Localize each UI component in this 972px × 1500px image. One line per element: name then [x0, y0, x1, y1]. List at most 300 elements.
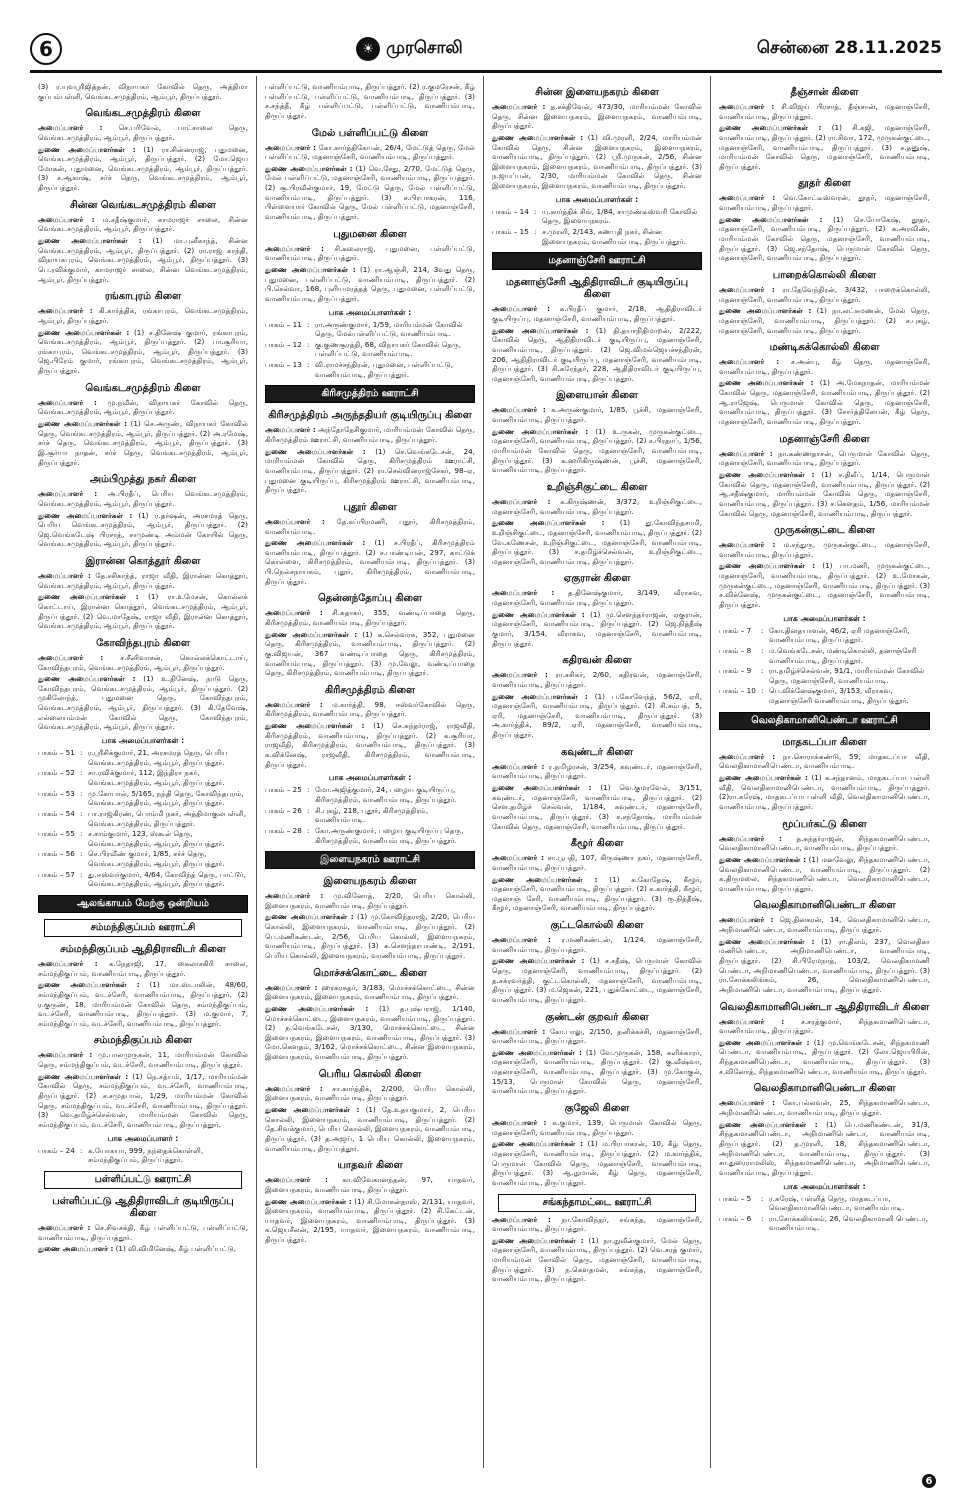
- role-label: அமைப்பாளர் :: [38, 397, 97, 407]
- colon-separator: :: [761, 625, 764, 635]
- paragraph: [38, 145, 248, 193]
- section-heading: மொச்சக்கொட்டை கிளை: [313, 967, 427, 979]
- paragraph: [38, 419, 248, 467]
- role-label: துணை அமைப்பாளர்கள் :: [492, 609, 585, 619]
- role-details: ஹரகரசுதர், 3/183, மொச்சக்கொட்டை, சின்ன இளையநகரம், இளையநகரம், வாணியம்பாடி, திருப்பத்தூர்.: [265, 982, 475, 1002]
- columns-area: [30, 76, 942, 1468]
- role-label: அமைப்பாளர் :: [492, 670, 548, 680]
- colon-separator: :: [761, 1213, 764, 1223]
- booth-number: பாகம் – 28: [265, 825, 302, 835]
- paragraph: [719, 306, 930, 335]
- paragraph: [719, 540, 930, 559]
- role-details: (1) ரா.சின்னராஜ், புதுமனை, வெங்கடசமுத்திரம், ஆம்பூர், திருப்பத்தூர். (2) மோ.ஜெய மோகன், புதுமனை, வெங்கடசமுத்திரம், ஆம்பூர், திருப்பத்தூர். (3) ச.ஆகாஷ், சர்ச் தெரு, வெங்கடசமுத்திரம், ஆம்பூர், திருப்பத்தூர்.: [38, 144, 248, 193]
- page-number-badge: 6: [30, 33, 62, 65]
- booth-row: [265, 320, 475, 339]
- colon-separator: :: [761, 645, 764, 655]
- role-details: கோ.பல்லவன், 25, சிந்தகமாணிபெண்டா, அநிமாணிபெண்டா, வாணியம்பாடி, திருப்பத்தூர்.: [719, 1098, 930, 1118]
- paragraph: [492, 935, 702, 954]
- role-label: அமைப்பாளர் :: [719, 102, 775, 111]
- booth-row: [719, 1194, 930, 1213]
- section-heading: பாறைக்கொல்லி கிளை: [772, 269, 877, 281]
- booth-details: ச.சாம்குமார், 123, ஸ்கூல் தெரு, வெங்கடசமுத்திரம், ஆம்பூர், திருப்பத்தூர்.: [88, 829, 225, 848]
- role-label: அமைப்பாளர் :: [265, 1175, 328, 1185]
- rising-sun-logo-icon: ☀: [356, 37, 380, 61]
- paragraph: [719, 102, 930, 121]
- role-details: மு.வினோத், 2/20, பெரிய கொல்லி, இளையநகரம், வாணியம்பாடி, திருப்பத்தூர்.: [265, 891, 475, 910]
- paragraph: [719, 834, 930, 853]
- booth-row: [719, 1214, 930, 1233]
- booth-row: [719, 666, 930, 685]
- role-label: துணை அமைப்பாளர்கள் :: [38, 674, 136, 684]
- paragraph: [719, 285, 930, 304]
- booth-number: பாகம் – 7: [719, 625, 752, 635]
- section-heading: குஜேலி கிளை: [564, 1103, 630, 1115]
- booth-details: கோ.தினதயாளன், 46/2, ஏரி மதனாஞ்சேரி, வாணியம்பாடி, திருப்பத்தூர்.: [769, 625, 910, 645]
- booth-number: பாகம் – 24: [38, 1145, 75, 1155]
- role-label: அமைப்பாளர் :: [719, 915, 774, 925]
- role-details: செ.பரிவேல், பாட்சாலை தெரு, வெங்கடசமுத்திரம், ஆம்பூர், திருப்பத்தூர்.: [38, 123, 248, 142]
- role-label: துணை அமைப்பாளர்கள் :: [265, 629, 358, 639]
- role-label: அமைப்பாளர் :: [38, 959, 98, 968]
- booth-details: சி.புகழ், 218, புதூர், கிரிசமுத்திரம், வாணியம்பாடி.: [315, 805, 429, 825]
- colon-separator: :: [534, 227, 537, 237]
- role-label: அமைப்பாளர் :: [492, 1026, 546, 1036]
- role-details: மு.நவீன், விநாயகர் கோவில் தெரு, வெங்கடசமுத்திரம், ஆம்பூர், திருப்பத்தூர்.: [38, 397, 248, 417]
- role-label: துணை அமைப்பாளர்கள் :: [492, 1047, 582, 1057]
- role-details: (1) தே.உதயகுமார், 2, பெரிய கொல்லி, இளையநகரம், வாணியம்பாடி, திருப்பத்தூர். (2) தே.சிவக்குமார், பெரிய கொல்லி, இளையநகரம், வாணியம்பாடி, திருப்பத்தூர். (3) த.அஜய், 1 பெரிய கொல்லி, இளையநகரம், வாணியம்பாடி, திருப்பத்தூர்.: [265, 1105, 475, 1153]
- section-heading: கிரிசமுத்திரம் கிளை: [324, 684, 416, 696]
- panchayat-banner: பள்ளிப்பட்டு ஊராட்சி: [44, 1171, 242, 1189]
- paragraph: பள்ளிப்பட்டு, வாணியம்பாடி, திருப்பத்தூர். (2) ர.குமரேசன், கீழ் பள்ளிப்பட்டு, பள்ளிப்பட்டு, வாணியம்பாடி, திருப்பத்தூர். (3) ச.சந்த்தீ, கீழ் பள்ளிப்பட்டு, பள்ளிப்பட்டு, வாணியம்பாடி, திருப்பத்தூர்.: [265, 82, 475, 120]
- role-label: அமைப்பாளர் :: [492, 304, 550, 314]
- role-details: ம.கார்த்தி, 98, ஈஸ்வர்கோவில் தெரு, கிரிசமுத்திரம், வாணியம்பாடி, திருப்பத்தூர்.: [265, 699, 475, 719]
- paragraph: [38, 653, 248, 672]
- paragraph: [492, 497, 702, 516]
- role-label: துணை அமைப்பாளர்கள் :: [719, 561, 816, 571]
- role-details: (1) து.கோவிந்தசாமி, உறிஞ்சிகுட்டை, மதனாஞ்சேரி, வாணியம்பாடி, திருப்பத்தூர். (2) வே.கணேசன், உறிஞ்சிகுட்டை, மதனாஞ்சேரி, வாணியம்பாடி, திருப்பத்தூர். (3) ச.தமிழ்ச்செல்வன், உறிஞ்சிகுட்டை, மதனாஞ்சேரி, வாணியம்பாடி, திருப்பத்தூர்.: [492, 518, 702, 566]
- booth-row: [265, 360, 475, 379]
- booth-row: [38, 809, 248, 828]
- role-label: அமைப்பாளர் :: [492, 853, 544, 863]
- role-details: ச.அன்பு, கீழ் தெரு, மதனாஞ்சேரி, வாணியம்பாடி, திருப்பத்தூர்.: [719, 357, 930, 376]
- role-label: துணை அமைப்பாளர்கள் :: [265, 163, 353, 173]
- paragraph: [492, 692, 702, 740]
- booth-number: பாகம் – 26: [265, 805, 302, 815]
- role-details: (1) நா.நுவீன்குமார், மேல் தெரு, மதனாஞ்சேரி, வாணியம்பாடி, திருப்பத்தூர். (2) வெ.சரத் குமார், மாரியம்மன் கோவில் தெரு, மதனாஞ்சேரி, வாணியம்பாடி, திருப்பத்தூர். (3) ந.கௌதமன், சங்கந்த, மதனாஞ்சேரி, வாணியம்பாடி, திருப்பத்தூர்.: [492, 1235, 702, 1284]
- role-label: துணை அமைப்பாளர்கள் :: [719, 306, 812, 316]
- booth-number: பாகம் – 8: [719, 645, 752, 655]
- colon-separator: :: [80, 869, 83, 879]
- role-details: ரா.தேவேந்திரன், 3/432, பாறைக்கொல்லி, மதனாஞ்சேரி, வாணியம்பாடி, திருப்பத்தூர்.: [719, 284, 930, 304]
- paragraph: [38, 306, 248, 325]
- role-label: அமைப்பாளர் :: [719, 540, 776, 550]
- role-label: அமைப்பாளர் :: [719, 1016, 785, 1026]
- role-label: அமைப்பாளர் :: [38, 1222, 91, 1232]
- section-heading: மாதகடப்பா கிளை: [782, 736, 867, 748]
- paragraph: [492, 102, 702, 131]
- subheading: பாக அமைப்பாளர்கள் :: [783, 1181, 866, 1191]
- role-details: கோ.கார்த்திகேயன், 26/4, மேட்டுத் தெரு, மேல் பள்ளிப்பட்டு, மதனாஞ்சேரி, வாணியம்பாடி, திருப்பத்தூர்.: [265, 142, 475, 162]
- colon-separator: :: [761, 666, 764, 676]
- paragraph: [265, 265, 475, 304]
- subheading: பாக அமைப்பாளர் :: [107, 1133, 179, 1143]
- role-details: கா.விவேகானந்தன், 97, யாதவர், இளையநகரம், வாணியம்பாடி, திருப்பத்தூர்.: [265, 1175, 475, 1194]
- booth-number: பாகம் – 10: [719, 686, 756, 696]
- role-details: (1) வே.முருகன், 158, களிக்காரர், மதனாஞ்சேரி, வாணியம்பாடி, திருப்பத்தூர். (2) கு.வீஷ்வா, மதனாஞ்சேரி, வாணியம்பாடி, திருப்பத்தூர். (3) மு.கோகுல், 15/13, பெருமாள் கோவில் தெரு, மதனாஞ்சேரி, வாணியம்பாடி, திருப்பத்தூர்.: [492, 1047, 702, 1096]
- section-heading: மண்டிசுக்கொல்லி கிளை: [769, 342, 880, 354]
- role-label: அமைப்பாளர் :: [719, 1098, 775, 1108]
- role-details: ஜெ.தினகரன், 14, வெலதிகாமானிபெண்டா, அநிமாணிபெண்டா, வாணியம்பாடி, திருப்பத்தூர்.: [719, 915, 930, 935]
- section-heading: கிரிசமுத்திரம் அருந்ததியர் குடியிருப்பு கிளை: [268, 410, 472, 422]
- section-bar: ஆலங்காயம் மேற்கு ஒன்றியம்: [38, 895, 248, 913]
- booth-row: [265, 785, 475, 804]
- role-label: அமைப்பாளர் :: [38, 571, 91, 581]
- paragraph: [265, 983, 475, 1002]
- role-details: கோ.பாலு, 2/150, தனிக்கச்சி, மதனாஞ்சேரி, வாணியம்பாடி, திருப்பத்தூர்.: [492, 1026, 702, 1046]
- role-label: அமைப்பாளர் :: [38, 306, 93, 316]
- section-bar: கிரிசமுத்திரம் ஊராட்சி: [265, 385, 475, 403]
- header-rule: [30, 70, 942, 73]
- role-details: (1) ச.பிரதீப், கிரிசமுத்திரம் வாணியம்பாடி, திருப்பத்தூர். (2) ச.பாண்டியன், 297, காட்டுக் கொள்ளை, கிரிசமுத்திரம், வாணியம்பாடி, திருப்பத்தூர். (3) பி.நெல்சநாயகம், புதூர், கிரிசமுத்திரம், வாணியம்பாடி, திருப்பத்தூர்.: [265, 538, 475, 586]
- role-label: துணை அமைப்பாளர்கள் :: [492, 1139, 583, 1149]
- booth-details: பெ.விக்னேஷ்குமார், 3/153, வீராசுவ, மதனாஞ்சேரி வாணியம்பாடி, திருப்பத்தூர்.: [769, 686, 909, 706]
- paragraph: [719, 1098, 930, 1117]
- role-label: துணை அமைப்பாளர்கள் :: [38, 592, 139, 602]
- booth-row: [719, 646, 930, 665]
- role-details: (1) நா.லட்சுமணன், மேல் தெரு, மதனாஞ்சேரி, வாணியம்பாடி, திருப்பத்தூர். (2) ச.புகழ், மதனாஞ்சேரி, வாணியம்பாடி, திருப்பத்தூர்.: [719, 306, 930, 335]
- role-label: அமைப்பாளர் :: [719, 751, 776, 761]
- section-heading: முருகன்குட்டை கிளை: [774, 525, 875, 537]
- paragraph: [265, 538, 475, 586]
- role-details: (1) உ.தினேஷ், நாடு தெரு, கோவிந்தபுரம், வெங்கடசமுத்திரம், ஆம்பூர், திருப்பத்தூர். (2) முகிலோந்த், புதுமனை தெரு, கோவிந்தபுரம், வெங்கடசமுத்திரம், ஆம்பூர், திருப்பத்தூர். (3) கி.தேவேஷ், எல்லையம்மன் கோவில் தெரு, கோவிந்தபுரம், வெங்கடசமுத்திரம், ஆம்பூர், திருப்பத்தூர்.: [38, 674, 248, 732]
- colon-separator: :: [761, 686, 764, 696]
- section-heading: இரான்ன கொத்தூர் கிளை: [85, 556, 201, 568]
- paragraph: [265, 447, 475, 495]
- paragraph: [492, 1048, 702, 1096]
- paragraph: [492, 762, 702, 781]
- paper-name: முரசொலி: [386, 38, 463, 58]
- booth-details: மோ.அஜித்குமார், 24, பழைய குடியிருப்பு, கிரிசமுத்திரம், வாணியம்பாடி, திருப்பத்தூர்.: [315, 785, 457, 804]
- section-heading: சின்ன இளையநகரம் கிளை: [535, 87, 659, 98]
- role-details: (1) தி.தயாநிதிமாறன், 2/222, கோவில் தெரு, ஆதிதிராவிடர் குடியிருப்பு, மதனாஞ்சேரி, வாணியம்பாடி, திருப்பத்தூர். (2) ஜெ.விமல்ஜெயச்சந்திரன், 206, ஆதிதிராவிடர் குடியிருப்பு, மதனாஞ்சேரி, வாணியம்பாடி, திருப்பத்தூர். (3) சி.சுரேந்தர், 228, ஆதிதிராவிடர் குடியிருப்பு, மதனாஞ்சேரி, வாணியம்பாடி, திருப்பத்தூர்.: [492, 325, 702, 383]
- role-details: செ.சிவசக்தி, கீழ் பள்ளிப்பட்டு, பள்ளிப்பட்டு, வாணியம்பாடி, திருப்பத்தூர்.: [38, 1222, 248, 1242]
- booth-number: பாகம் – 5: [719, 1193, 752, 1203]
- paragraph: [265, 630, 475, 678]
- booth-details: சா.ரவிக்குமார், 112, இந்திரா நகர், வெங்கடசமுத்திரம், ஆம்பூர், திருப்பத்தூர்.: [88, 768, 225, 787]
- role-label: துணை அமைப்பாளர்கள் :: [265, 446, 366, 456]
- role-details: சி.விஜய் பிரசாத், தீஞ்சான், மதனாஞ்சேரி, வாணியம்பாடி, திருப்பத்தூர்.: [719, 102, 930, 121]
- role-details: சி.கலைராஜ், புதுமனை, பள்ளிப்பட்டு, வாணியம்பாடி, திருப்பத்தூர்.: [265, 243, 475, 263]
- role-details: சா.கார்த்திக், 2/200, பெரிய கொல்லி, இளையநகரம், வாணியம்பாடி, திருப்பத்தூர்.: [265, 1083, 475, 1103]
- role-details: நா.சொராக்கண்டு, 59, மாதகடப்பா வீதி, வெலதிகாமானிபெண்டா, வாணியம்பாடி.: [719, 751, 930, 771]
- colon-separator: :: [80, 748, 83, 758]
- role-details: ர.மணிகண்டன், 1/124, மதனாஞ்சேரி, வாணியம்பாடி, திருப்பத்தூர்.: [492, 935, 702, 954]
- role-label: துணை அமைப்பாளர்கள் :: [265, 1003, 369, 1013]
- role-label: அமைப்பாளர் :: [492, 102, 546, 111]
- paragraph: [719, 915, 930, 934]
- role-details: க.குமார், 139, பெருமாள் கோவில் தெரு, மதனாஞ்சேரி, வாணியம்பாடி, திருப்பத்தூர்.: [492, 1118, 702, 1137]
- paragraph: [38, 489, 248, 508]
- role-details: ர.தமிழரசன், 3/254, கவுண்டர், மதனாஞ்சேரி, வாணியம்பாடி, திருப்பத்தூர்.: [492, 761, 702, 781]
- role-label: அமைப்பாளர் :: [265, 699, 323, 709]
- colon-separator: :: [307, 825, 310, 835]
- role-label: அமைப்பாளர் :: [492, 1118, 547, 1128]
- paragraph: [265, 143, 475, 162]
- role-label: துணை அமைப்பாளர்கள் :: [719, 1037, 810, 1047]
- role-label: அமைப்பாளர் :: [265, 243, 324, 253]
- paragraph: [719, 855, 930, 894]
- role-details: வெ.கோட்டீஸ்வரன், தூதர், மதனாஞ்சேரி, வாணியம்பாடி, திருப்பத்தூர்.: [719, 193, 930, 213]
- role-label: அமைப்பாளர் :: [265, 608, 323, 618]
- paragraph: [38, 980, 248, 1028]
- role-label: அமைப்பாளர் :: [265, 891, 324, 901]
- role-details: (1) பெ.மணிகண்டன், 31/3, சிந்தகமாணிபெண்டா, அநிமாணிபெண்டா, வாணியம்பாடி, திருப்பத்தூர். (2) த.முரளி, 18, சிந்தகமாணிபெண்டா, அநிமாணிபெண்டா, வாணியம்பாடி, திருப்பத்தூர். (3) சா.துரைராமலிஸ், சிந்தகமாணிபெண்டா, அநிமாணிபெண்டா, வாணியம்பாடி, திருப்பத்தூர்.: [719, 1119, 930, 1177]
- column-3: [484, 76, 711, 1468]
- dateline: சென்னை 28.11.2025: [756, 38, 942, 58]
- role-details: (1) ர.தர்ஷன், அரசமரத் தெரு, பெரிய வெங்கடசமுத்திரம், ஆம்பூர், திருப்பத்தூர். (2) ஜெ.வெங்கடேஷ் பிரசாத், சாமுண்டி அம்மன் கோயில் தெரு, வெங்கடசமுத்திரம், ஆம்பூர், திருப்பத்தூர்.: [38, 510, 248, 549]
- section-heading: வெலதிகாமானிபெண்டா கிளை: [753, 900, 896, 912]
- booth-details: பா.ராஜ்கிரண், பொம்மி நகர், அத்திமாகுலபள்ளி, வெங்கடசமுத்திரம், திருப்பத்தூர்.: [88, 808, 247, 828]
- column-4: [711, 76, 938, 1468]
- role-details: மு.பாலமுருகன், 11, மாரியம்மன் கோவில் தெரு, சம்மந்திகுப்பம், வடச்சேரி, வாணியம்பாடி, திருப்பத்தூர்.: [38, 1050, 248, 1070]
- role-label: அமைப்பாளர் :: [719, 448, 773, 458]
- role-label: துணை அமைப்பாளர்கள் :: [719, 469, 815, 479]
- colon-separator: :: [307, 785, 310, 795]
- section-heading: மேல் பள்ளிப்பட்டு கிளை: [311, 127, 429, 139]
- paragraph: [38, 1223, 248, 1242]
- role-label: துணை அமைப்பாளர்கள் :: [492, 518, 605, 528]
- role-label: துணை அமைப்பாளர்கள் :: [719, 1119, 818, 1129]
- booth-row: [492, 207, 702, 226]
- section-heading: தென்னந்தோப்பு கிளை: [318, 593, 422, 605]
- colon-separator: :: [80, 808, 83, 818]
- section-heading: பெரிய கொல்லி கிளை: [318, 1068, 422, 1080]
- role-label: துணை அமைப்பாளர்கள் :: [492, 132, 584, 142]
- booth-details: ரா.சோக்கலிங்கம், 26, வெலதிகாமானி பெண்டா, வாணியம்பாடி.: [769, 1213, 929, 1233]
- role-details: (1) ப.கோவேந்த், 56/2, ஏரி, மதனாஞ்சேரி, வாணியம்பாடி, திருப்பத்தூர். (2) சி.சம்பத், 5, ஏரி, மதனாஞ்சேரி, வாணியம்பாடி, திருப்பத்தூர். (3) அ.கார்த்திக், 89/2, ஏரி, மதனாஞ்சேரி, வாணியம்பாடி, திருப்பத்தூர்.: [492, 691, 702, 740]
- booth-details: செ.பிரவீண் குமார், 1/85, சர்ச் தெரு, வெங்கடசமுத்திரம், ஆம்பூர், திருப்பத்தூர்.: [88, 849, 225, 869]
- paragraph: [492, 1236, 702, 1284]
- role-details: (1) செ.யோகேஷ், தூதர், மதனாஞ்சேரி, வாணியம்பாடி, திருப்பத்தூர். (2) க.அரவிண், மாரியம்மன் கோவில் தெரு, மதனாஞ்சேரி, வாணியம்பாடி, திருப்பத்தூர். (3) ஜெ.சந்தோஷ், பெருமாள் கோவில் தெரு, மதனாஞ்சேரி, வாணியம்பாடி, திருப்பத்தூர்.: [719, 214, 930, 263]
- booth-number: பாகம் – 13: [265, 360, 302, 370]
- paragraph: [492, 1215, 702, 1234]
- role-details: (1) மு.வெங்கடேசன், சிந்தகமாணி பெண்டா, வாணியம்பாடி, திருப்பத்தூர். (2) லோ.ஜெயபிரின், சிந்தகமாணிபெண்டா, வாணியம்பாடி, திருப்பத்தூர். (3) ச.வினோத், சிந்தகமாணிபெண்டா, வாணியம்பாடி, திருப்பத்தூர்.: [719, 1037, 930, 1076]
- role-label: துணை அமைப்பாளர்கள் :: [719, 773, 808, 783]
- paragraph: [719, 752, 930, 771]
- booth-number: பாகம் – 51: [38, 748, 75, 758]
- section-heading: சம்மந்திகுப்பம் கிளை: [93, 1035, 193, 1047]
- role-details: அ.பிரதீப், பெரிய வெங்கடசமுத்திரம், வெங்கடசமுத்திரம், ஆம்பூர், திருப்பத்தூர்.: [38, 489, 248, 508]
- role-details: (1) செ.வெங்கடேசன், 24, மாரியம்மன் கோவில் தெரு, கிரிசமுத்திரம் ஊராட்சி, வாணியம்பாடி, திருப்பத்தூர். (2) ரா.செல்வினராஜ்சேகர், 98–ஏ, புதுமனை குடியிருப்பு, கிரிசமுத்திரம் ஊராட்சி, வாணியம்பாடி, திருப்பத்தூர்.: [265, 446, 475, 495]
- paragraph: [492, 670, 702, 689]
- section-heading: வெலதிகாமானிபெண்டா கிளை: [753, 1083, 896, 1095]
- colon-separator: :: [80, 768, 83, 778]
- booth-number: பாகம் – 14: [492, 206, 529, 216]
- role-details: நா.கண்ணதாசன், பெருமாள் கோவில் தெரு, மதனாஞ்சேரி, வாணியம்பாடி, திருப்பத்தூர்.: [719, 448, 930, 468]
- role-label: அமைப்பாளர் :: [719, 284, 775, 294]
- paragraph: [719, 937, 930, 995]
- paragraph: [265, 517, 475, 536]
- panchayat-banner: சம்மந்திகுப்பம் ஊராட்சி: [44, 919, 242, 937]
- booth-number: பாகம் – 6: [719, 1213, 752, 1223]
- booth-number: பாகம் – 9: [719, 666, 752, 676]
- role-details: (1) நெ.சத்யம், 1/17, மாரியம்மன் கோவில் தெரு, சம்மந்திகுப்பம், வடச்சேரி, வாணியம்பாடி, திருப்பத்தூர். (2) ச.சமுதபால், 1/29, மாரியம்மன் கோவில் தெரு, சம்மந்திகுப்பம், வடச்சேரி, வாணியம்பாடி, திருப்பத்தூர். (3) வெ.தமிழ்ச்செல்வன், மாரியம்மன் கோவில் தெரு, சம்மந்திகுப்பம், வடச்சேரி, வாணியம்பாடி, திருப்பத்தூர்.: [38, 1071, 248, 1129]
- role-details: (1) செ.சுந்தர்ராஜ், ராஜவீதி, கிரிசமுத்திரம், வாணியம்பாடி, திருப்பத்தூர். (2) க.சூரியா, ராஜவீதி, கிரிசமுத்திரம், வாணியம்பாடி, திருப்பத்தூர். (3) க.விக்னேஷ், ராஜவீதி, கிரிசமுத்திரம், வாணியம்பாடி, திருப்பத்தூர்.: [265, 721, 475, 769]
- paragraph: [492, 875, 702, 914]
- section-heading: கவுண்டர் கிளை: [560, 746, 634, 758]
- role-details: (1) மு.கோவிந்தராஜ், 2/20, பெரிய கொல்லி, இளையநகரம், வாணியம்பாடி, திருப்பத்தூர். (2) பெ.மணிகண்டன், 2/56, பெரிய கொல்லி, இளையநகரம், வாணியம்பாடி, திருப்பத்தூர். (3) க.சௌந்தரபாண்டி, 2/191, பெரிய கொல்லி, இளையநகரம், வாணியம்பாடி, திருப்பத்தூர்.: [265, 912, 475, 960]
- booth-row: [265, 806, 475, 825]
- role-label: அமைப்பாளர் :: [265, 425, 316, 435]
- role-details: த.தினேஷ்குமார், 3/149, வீராசுவ, மதனாஞ்சேரி, வாணியம்பாடி, திருப்பத்தூர்.: [492, 588, 702, 608]
- booth-number: பாகம் – 54: [38, 808, 75, 818]
- section-heading: வெலதிகாமானிபெண்டா ஆதிதிராவிடர் கிளை: [719, 1001, 930, 1013]
- section-heading: பள்ளிப்பட்டு ஆதிதிராவிடர் குடியிருப்பு கிளை: [52, 1195, 234, 1219]
- role-details: (1) உ.ருகன், முருகன்குட்டை, மதனாஞ்சேரி, வாணியம்பாடி, திருப்பத்தூர். (2) ச.பிரதாப், 1/56, மாரியம்மன் கோவில் தெரு, மதனாஞ்சேரி, வாணியம்பாடி, திருப்பத்தூர். (3) க.ஹரிகிருஷ்ணன், பூச்சி, மதனாஞ்சேரி, வாணியம்பாடி, திருப்பத்தூர்.: [492, 426, 703, 475]
- booth-number: பாகம் – 12: [265, 339, 302, 349]
- footer-page-number: 6: [922, 1474, 936, 1488]
- section-heading: ஏகுரான் கிளை: [563, 573, 631, 585]
- paragraph: [38, 592, 248, 631]
- paragraph: [492, 1027, 702, 1046]
- booth-details: ரா.அருண்குமார், 1/59, மாரியம்மன் கோவில் தெரு, மேல்பள்ளிப்பட்டு, வாணியம்பாடி.: [315, 319, 463, 339]
- section-bar: மதனாஞ்சேரி ஊராட்சி: [492, 252, 702, 270]
- role-details: ச.சரத்குமார், சிந்தகமாணிபெண்டா, வாணியம்பாடி, திருப்பத்தூர்.: [719, 1016, 930, 1036]
- role-label: துணை அமைப்பாளர்கள் :: [492, 426, 589, 436]
- section-heading: மூப்பர்கட்டு கிளை: [782, 818, 867, 830]
- role-label: துணை அமைப்பாளர்கள் :: [492, 874, 598, 884]
- section-heading: புதூர் கிளை: [343, 501, 397, 513]
- role-details: (1) க.சந்தானம், மாதகடப்பா பள்ளி வீதி, வெலதிகாமானிபெண்டா, வாணியம்பாடி, திருப்பத்தூர். (2)ரா.கரேஷ், மாதகடப்பா பள்ளி வீதி, வெலதிகாமானிபெண்டா, வாணியம்பாடி, திருப்பத்தூர்.: [719, 773, 930, 811]
- colon-separator: :: [80, 788, 83, 798]
- role-details: (1) ரா.உமேசன், கொல்லக் கொட்டாய், இரான்ன கொத்தூர், வெங்கடசமுத்திரம், ஆம்பூர், திருப்பத்தூர். (2) வெ.மாதேஷ், ராஜா வீதி, இரான்ன கொத்தூர், வெங்கடசமுத்திரம், ஆம்பூர், திருப்பத்தூர்.: [38, 592, 248, 631]
- paragraph: [719, 357, 930, 376]
- paragraph: [38, 959, 248, 978]
- role-details: (1) மு.சௌந்தர்ராஜன், ஏகுரான், மதனாஞ்சேரி, வாணியம்பாடி, திருப்பத்தூர். (2) ஜெ.நித்தீஷ் குமார், 3/154, வீராசுவ, மதனாஞ்சேரி, வாணியம்பாடி, திருப்பத்தூர்.: [492, 609, 702, 648]
- paragraph: [492, 427, 702, 475]
- booth-number: பாகம் – 11: [265, 319, 302, 329]
- colon-separator: :: [307, 805, 310, 815]
- role-details: நா.கோவிந்தர், சங்கந்த, மதனாஞ்சேரி, வாணியம்பாடி, திருப்பத்தூர்.: [492, 1214, 702, 1234]
- role-details: சா.பூபதி, 107, கிருஷ்ணா நகர், மதனாஞ்சேரி, வாணியம்பாடி, திருப்பத்தூர்.: [492, 853, 702, 872]
- role-label: துணை அமைப்பாளர்கள் :: [719, 936, 815, 946]
- colon-separator: :: [80, 829, 83, 839]
- booth-number: பாகம் – 53: [38, 788, 75, 798]
- booth-details: மு.கோபால், 5/165, நந்தி தெரு, கோவிந்தபுரம், வெங்கடசமுத்திரம், ஆம்பூர், திருப்பத்தூர்.: [88, 788, 244, 808]
- colon-separator: :: [761, 1193, 764, 1203]
- paragraph: [492, 304, 702, 323]
- role-label: துணை அமைப்பாளர்கள் :: [265, 1196, 352, 1206]
- colon-separator: :: [534, 206, 537, 216]
- role-label: அமைப்பாளர் :: [492, 761, 545, 771]
- panchayat-banner: சங்கந்தாமட்டை ஊராட்சி: [498, 1194, 696, 1212]
- paragraph: [265, 1004, 475, 1062]
- paragraph: [38, 123, 248, 142]
- paragraph: [38, 328, 248, 376]
- role-details: ம.சந்துரு, முருகன்குட்டை, மதனாஞ்சேரி, வாணியம்பாடி, திருப்பத்தூர்.: [719, 540, 930, 559]
- subheading: பாக அமைப்பாளர்கள் :: [328, 773, 412, 783]
- role-label: அமைப்பாளர் :: [719, 833, 782, 843]
- paragraph: [265, 1084, 475, 1103]
- role-label: அமைப்பாளர் :: [265, 982, 318, 992]
- section-heading: மதனாஞ்சேரி ஆதிதிராவிடர் குடியிருப்பு கிளை: [505, 277, 689, 301]
- paragraph: [38, 511, 248, 550]
- section-heading: மதனாஞ்சேரி கிளை: [779, 433, 870, 445]
- section-heading: குண்டன் குறவர் கிளை: [545, 1011, 649, 1023]
- booth-number: பாகம் – 52: [38, 768, 75, 778]
- role-details: (1) க.கோதேஷ், கீழூர், மதனாஞ்சேரி, வாணியம்பாடி, திருப்பத்தூர். (2) க.கார்த்தி, கீழூர், மதனாஞ் சேரி, வாணியம்பாடி, திருப்பத்தூர். (3) ரூ.நித்தீஷ், கீழூர், மதனாஞ்சேரி, வாணியம்பாடி, திருப்பத்தூர்.: [492, 874, 702, 913]
- role-label: அமைப்பாளர் :: [719, 193, 776, 203]
- role-details: க.பிரதீப் குமார், 2/18, ஆதிதிராவிடர் குடியிருப்பு, மதனாஞ்சேரி, வாணியம்பாடி, திருப்பத்தூர்.: [492, 304, 702, 323]
- subheading: பாக அமைப்பாளர்கள் :: [328, 307, 412, 317]
- role-details: (1) சி.மோகன்தாஸ், 2/131, யாதவர், இளையநகரம், வாணியம்பாடி, திருப்பத்தூர். (2) சி.கேட்டன், யாதவர், இளையநகரம், வாணியம்பாடி, திருப்பத்தூர். (3) க.ஜெயசீலன், 2/195, யாதவர், இளையநகரம், வாணியம்பாடி, திருப்பத்தூர்.: [265, 1196, 475, 1245]
- role-details: (1) ச.திலீப், 1/14, பெருமாள் கோவில் தெரு, மதனாஞ்சேரி, வாணியம்பாடி, திருப்பத்தூர். (2) ஆ.சதீஷ்குமார், மாரியம்மன் கோவில் தெரு, மதனாஞ்சேரி, வாணியம்பாடி, திருப்பத்தூர். (3) ச.கௌதம், 1/56, மாரியம்மன் கோவில் தெரு, மதனாஞ்சேரி, வாணியம்பாடி, திருப்பத்தூர்.: [719, 469, 930, 518]
- paragraph: [719, 470, 930, 518]
- role-label: துணை அமைப்பாளர்கள் :: [38, 144, 136, 154]
- booth-row: [38, 849, 248, 868]
- paragraph: [492, 1139, 702, 1187]
- booth-row: [38, 768, 248, 787]
- section-bar: வெலதிகாமானிபெண்டா ஊராட்சி: [719, 712, 930, 730]
- role-label: துணை அமைப்பாளர்கள் :: [265, 264, 356, 274]
- paragraph: [265, 164, 475, 222]
- booth-row: [38, 1146, 248, 1165]
- role-details: (1) ச.சதீஷ், பெருமாள் கோவில் தெரு, மதனாஞ்சேரி, வாணியம்பாடி, திருப்பத்தூர். (2) த.சக்ரவர்த்தி, குட்டகொல்லி, மதனாஞ்சேரி, வாணியம்பாடி, திருப்பத்தூர். (3) ம.ஜெகன், 221, புதுக்கோட்டை, மதனாஞ்சேரி, வாணியம்பாடி, திருப்பத்தூர்.: [492, 956, 702, 1004]
- role-label: துணை அமைப்பாளர்கள் :: [719, 123, 822, 133]
- role-label: துணை அமைப்பாளர்கள் :: [265, 721, 365, 731]
- paragraph: [492, 133, 702, 191]
- role-label: துணை அமைப்பாளர்கள் :: [265, 538, 366, 548]
- role-details: த.சுந்தர்ராஜன், சிந்தகமாணிபெண்டா, வெலதிகாமானிபெண்டா, வாணியம்பாடி, திருப்பத்தூர்.: [719, 833, 930, 853]
- booth-details: க.யோகயா, 999, நந்தைக்கொள்ளி, சம்மந்திகுப்பம், திருப்பத்தூர்.: [88, 1145, 204, 1165]
- role-label: அமைப்பாளர் :: [38, 1050, 93, 1060]
- role-label: அமைப்பாளர் :: [38, 652, 104, 662]
- role-details: (1) சி.கஜி, மதனாஞ்சேரி, வாணியம்பாடி, திருப்பத்தூர். (2) ரா.சிவா, 172, முருகன்குட்டை, மதனாஞ்சேரி, வாணியம்பாடி, திருப்பத்தூர். (3) ச.தனுஷ், மாரியம்மன் கோவில் தெரு, மதனாஞ்சேரி, வாணியம்பாடி, திருப்பத்தூர்.: [719, 123, 930, 171]
- booth-details: து.ஈஸ்வர்குமார், 4/64, கோவிந்த் தெரு, பாட்டூர், வெங்கடசமுத்திரம், ஆம்பூர், திருப்பத்தூர்.: [88, 869, 246, 889]
- section-heading: சம்மந்திகுப்பம் ஆதிதிராவிடர் கிளை: [60, 944, 226, 955]
- paragraph: [492, 405, 702, 424]
- section-heading: கோவிந்தபுரம் கிளை: [96, 637, 190, 649]
- section-heading: வெங்கடசமுத்திரம் கிளை: [85, 108, 201, 120]
- booth-details: கோ.அருண்குமார், பழைய குடியிருப்பு தெரு, கிரிசமுத்திரம், வாணியம்பாடி, திருப்பத்தூர்.: [315, 825, 464, 845]
- colon-separator: :: [307, 339, 310, 349]
- paragraph: [265, 1105, 475, 1153]
- paragraph: [265, 721, 475, 769]
- role-details: தே.கப்பிரமணி, புதூர், கிரிசமுத்திரம், வாணியம்பாடி.: [265, 516, 475, 536]
- paragraph: [719, 773, 930, 812]
- subheading: பாக அமைப்பாளர்கள் :: [101, 736, 185, 746]
- role-details: க.அருண்குமார், 1/85, பூச்சி, மதனாஞ்சேரி, வாணியம்பாடி, திருப்பத்தூர்.: [492, 405, 702, 425]
- paper-brand: [356, 37, 463, 61]
- paragraph: [38, 1072, 248, 1130]
- role-label: துணை அமைப்பாளர்கள் :: [38, 327, 130, 337]
- booth-details: ரா.தமிழ்ச்செல்வன், 91/1, மாரியம்மன் கோவில் தெரு, மதனாஞ்சேரி, வாணியம்பாடி.: [769, 666, 925, 685]
- booth-details: ர.சுரேஷ், பள்ளித் தெரு, மாதகடப்பா, வெலதிகாமானிபெண்டா, வாணியம்பாடி.: [769, 1193, 905, 1213]
- paragraph: [492, 588, 702, 607]
- role-details: (1) மனவேலு, சிந்தகமாணிபெண்டா, வெலதிகாமானிபெண்டா, வாணியம்பாடி, திருப்பத்தூர். (2) க.திருமலை, சிந்தகமாணிபெண்டா, வெலதிகாமானிபெண்டா, வாணியம்பாடி, திருப்பத்தூர்.: [719, 854, 930, 893]
- masthead: [30, 34, 942, 64]
- role-details: க.நேதாஜி, 17, கைலாசகிரி சாலை, சம்மந்திகுப்பம், வாணியம்பாடி, திருப்பத்தூர்.: [38, 959, 248, 978]
- role-label: அமைப்பாளர் :: [492, 935, 551, 945]
- column-1: [30, 76, 257, 1468]
- section-heading: சின்ன வெங்கடசமுத்திரம் கிளை: [70, 199, 216, 211]
- role-details: (1) ரா.திலம், 237, வெலதிகா மணிபெண்டா, அநிமாணிபெண்டா, வாணியம்பாடி, திருப்பத்தூர். (2) சி.பிரேமநாத், 103/2, வெலதிகாமணி பெண்டா, அநிமாணிபெண்டா, வாணியம்பாடி, திருப்பத்தூர். (3) ரா.சோக்கலிங்கம், 26, வெலதிகாமணிபெண்டா, அநிமாணிபெண்டா, வாணியம்பாடி, திருப்பத்தூர்.: [719, 936, 930, 994]
- booth-details: ச.முரளி, 2/143, கணபதி நகர், சின்ன இளையநகரம், வாணியம்பாடி, திருப்பத்தூர்.: [542, 227, 686, 246]
- section-bar: இளையநகரம் ஊராட்சி: [265, 851, 475, 869]
- role-details: ம.சதீஷ்குமார், காமராஜர் சாலை, சின்ன வெங்கடசமுத்திரம், ஆம்பூர், திருப்பத்தூர்.: [38, 214, 248, 234]
- paragraph: [265, 1175, 475, 1194]
- paragraph: [719, 193, 930, 212]
